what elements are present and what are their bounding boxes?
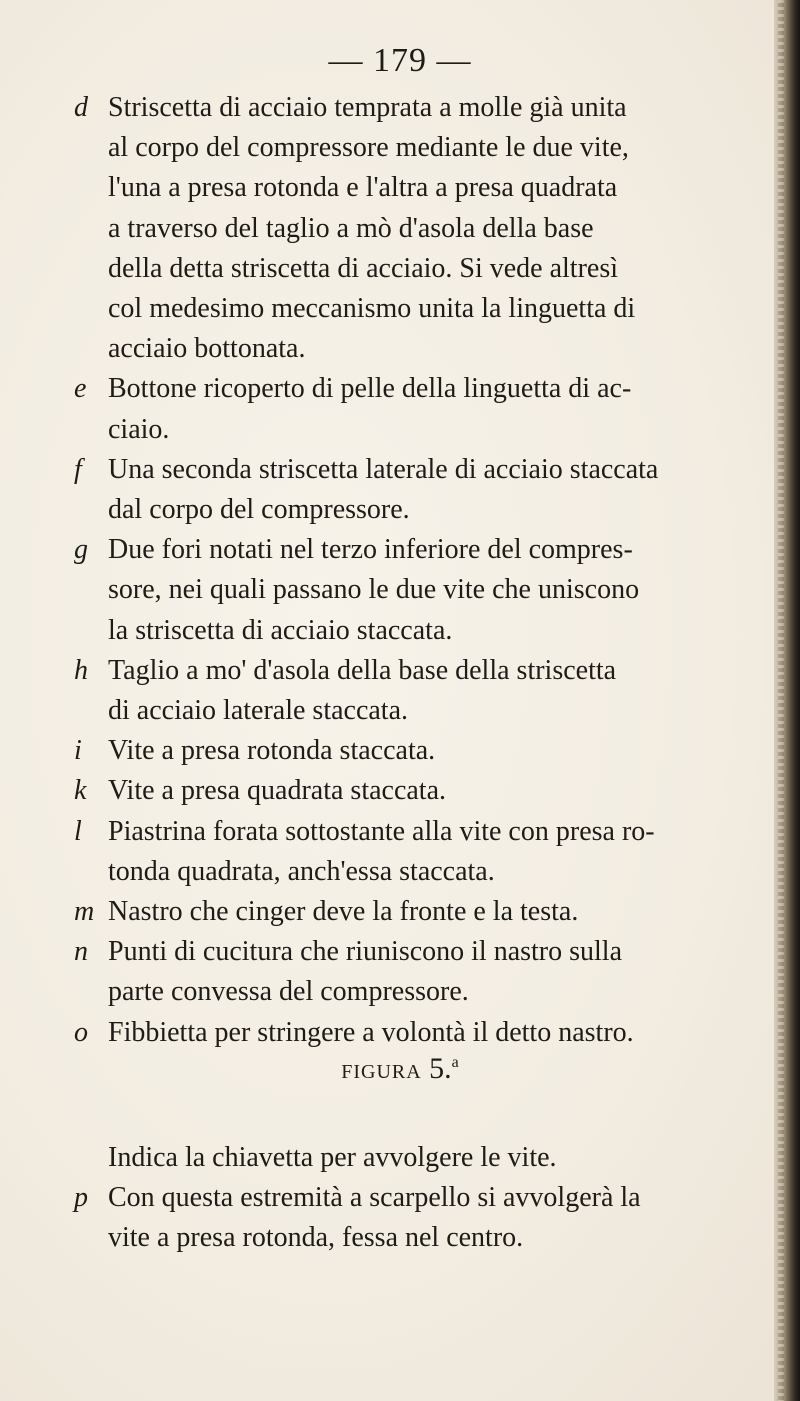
page-number: — 179 — xyxy=(328,42,472,79)
figure-label: FIGURA xyxy=(341,1061,422,1083)
entry-letter: e xyxy=(74,373,87,405)
entry-letter: m xyxy=(74,896,95,928)
entry-line: Fibbietta per stringere a volontà il detto nastro. xyxy=(108,1016,634,1048)
legend-entry xyxy=(60,1178,760,1258)
entry-line: Una seconda striscetta laterale di acciaio staccata xyxy=(108,453,659,485)
entry-line: Nastro che cinger deve la fronte e la testa. xyxy=(108,896,579,928)
figure-number: 5. xyxy=(429,1052,452,1085)
legend-entry xyxy=(60,450,760,530)
entry-line: l'una a presa rotonda e l'altra a presa quadrata xyxy=(108,172,618,204)
entry-line: Due fori notati nel terzo inferiore del compres- xyxy=(108,534,633,566)
entry-line: parte convessa del compressore. xyxy=(108,976,469,1008)
entry-line: Con questa estremità a scarpello si avvolgerà la xyxy=(108,1182,641,1214)
entry-letter: d xyxy=(74,92,88,123)
entry-letter: p xyxy=(74,1182,88,1214)
legend-entry xyxy=(60,892,760,932)
entry-letter: n xyxy=(74,936,88,968)
entry-line: Piastrina forata sottostante alla vite con presa ro- xyxy=(108,815,655,847)
legend-entry xyxy=(60,1138,760,1178)
entry-line: Indica la chiavetta per avvolgere le vite. xyxy=(108,1142,557,1173)
entry-line: vite a presa rotonda, fessa nel centro. xyxy=(108,1222,524,1254)
entry-line: dal corpo del compressore. xyxy=(108,494,410,526)
figure-entries xyxy=(60,1138,760,1259)
legend-entry xyxy=(60,731,760,771)
book-binding-edge xyxy=(774,0,800,1401)
entry-line: Vite a presa quadrata staccata. xyxy=(108,775,447,807)
legend-entries xyxy=(60,88,760,1053)
entry-line: ciaio. xyxy=(108,413,170,445)
entry-line: Striscetta di acciaio temprata a molle già unita xyxy=(108,92,627,123)
entry-line: della detta striscetta di acciaio. Si vede altresì xyxy=(108,252,619,284)
entry-letter: f xyxy=(74,453,82,485)
legend-entry xyxy=(60,932,760,1012)
legend-entry xyxy=(60,530,760,651)
entry-line: la striscetta di acciaio staccata. xyxy=(108,614,453,646)
figure-superscript: a xyxy=(451,1054,459,1071)
legend-entry xyxy=(60,1013,760,1053)
entry-line: Taglio a mo' d'asola della base della striscetta xyxy=(108,654,617,686)
entry-line: col medesimo meccanismo unita la linguetta di xyxy=(108,293,636,325)
entry-letter: i xyxy=(74,735,82,767)
entry-letter: h xyxy=(74,654,88,686)
entry-letter: k xyxy=(74,775,87,807)
figure-heading xyxy=(0,1052,800,1086)
entry-line: acciaio bottonata. xyxy=(108,333,306,365)
entry-line: di acciaio laterale staccata. xyxy=(108,695,409,727)
entry-letter: g xyxy=(74,534,88,566)
legend-entry xyxy=(60,771,760,811)
entry-letter: l xyxy=(74,815,82,847)
entry-line: Vite a presa rotonda staccata. xyxy=(108,735,436,767)
legend-entry xyxy=(60,812,760,892)
legend-entry xyxy=(60,651,760,731)
entry-letter: o xyxy=(74,1016,88,1048)
entry-line: Punti di cucitura che riuniscono il nastro sulla xyxy=(108,936,623,968)
entry-line: Bottone ricoperto di pelle della linguetta di ac- xyxy=(108,373,632,405)
entry-line: al corpo del compressore mediante le due vite, xyxy=(108,132,629,164)
entry-line: sore, nei quali passano le due vite che uniscono xyxy=(108,574,640,606)
entry-line: tonda quadrata, anch'essa staccata. xyxy=(108,855,495,887)
legend-entry xyxy=(60,88,760,369)
legend-entry xyxy=(60,369,760,449)
entry-line: a traverso del taglio a mò d'asola della base xyxy=(108,212,594,244)
